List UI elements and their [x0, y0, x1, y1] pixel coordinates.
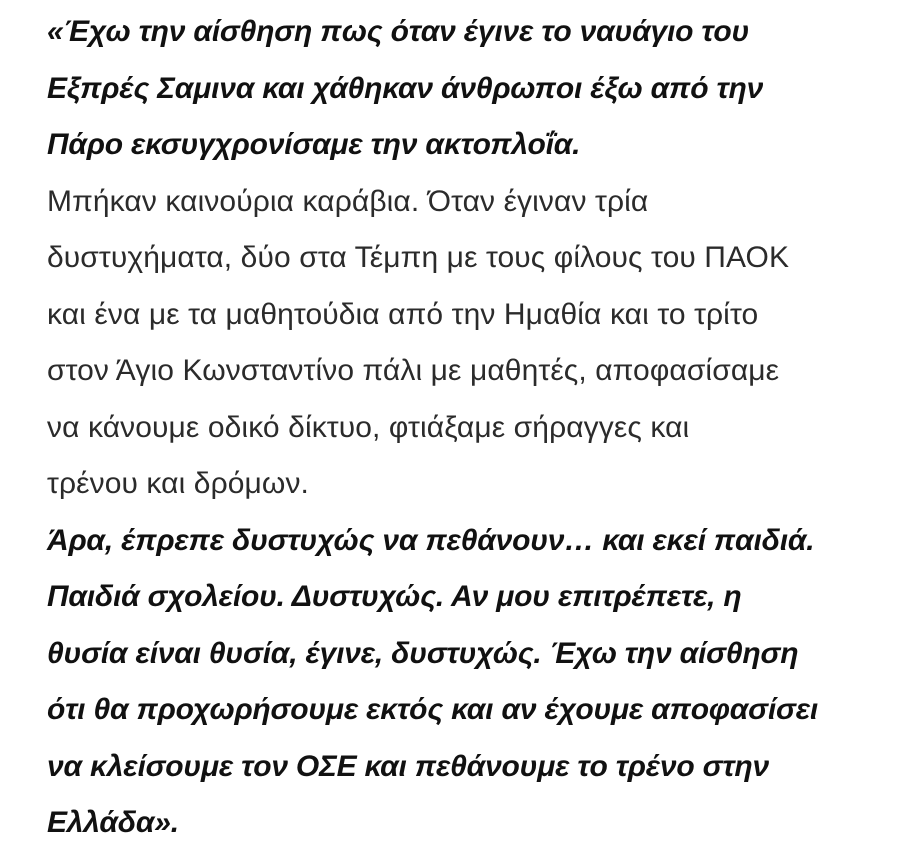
- quote-line: Παιδιά σχολείου. Δυστυχώς. Αν μου επιτρέπετε, η: [47, 580, 742, 613]
- quote-line: Μπήκαν καινούρια καράβια. Όταν έγιναν τρία: [47, 184, 649, 218]
- quote-line: Πάρο εκσυγχρονίσαμε την ακτοπλοΐα.: [47, 128, 581, 161]
- quote-line: δυστυχήματα, δύο στα Τέμπη με τους φίλους του ΠΑΟΚ: [47, 241, 790, 274]
- quote-line: τρένου και δρόμων.: [47, 467, 309, 500]
- quote-closing-paragraph: [47, 513, 887, 852]
- quote-line: να κάνουμε οδικό δίκτυο, φτιάξαμε σήραγγες και: [47, 410, 690, 444]
- quote-intro-paragraph: [47, 0, 887, 174]
- quote-line: στον Άγιο Κωνσταντίνο πάλι με μαθητές, αποφασίσαμε: [47, 354, 780, 387]
- quote-line: ότι θα προχωρήσουμε εκτός και αν έχουμε αποφασίσει: [47, 693, 819, 726]
- quote-article: [47, 0, 887, 852]
- quote-line: «Έχω την αίσθηση πως όταν έγινε το ναυάγιο του: [47, 15, 750, 48]
- quote-line: και ένα με τα μαθητούδια από την Ημαθία και το τρίτο: [47, 297, 759, 331]
- quote-line: Εξπρές Σαμινα και χάθηκαν άνθρωποι έξω από την: [47, 71, 764, 105]
- quote-middle-paragraph: [47, 174, 887, 513]
- quote-line: να κλείσουμε τον ΟΣΕ και πεθάνουμε το τρένο στην: [47, 749, 770, 783]
- quote-line: Άρα, έπρεπε δυστυχώς να πεθάνουν… και εκεί παιδιά.: [47, 523, 815, 557]
- quote-line: θυσία είναι θυσία, έγινε, δυστυχώς. Έχω την αίσθηση: [47, 636, 799, 670]
- quote-line: Ελλάδα».: [47, 806, 179, 839]
